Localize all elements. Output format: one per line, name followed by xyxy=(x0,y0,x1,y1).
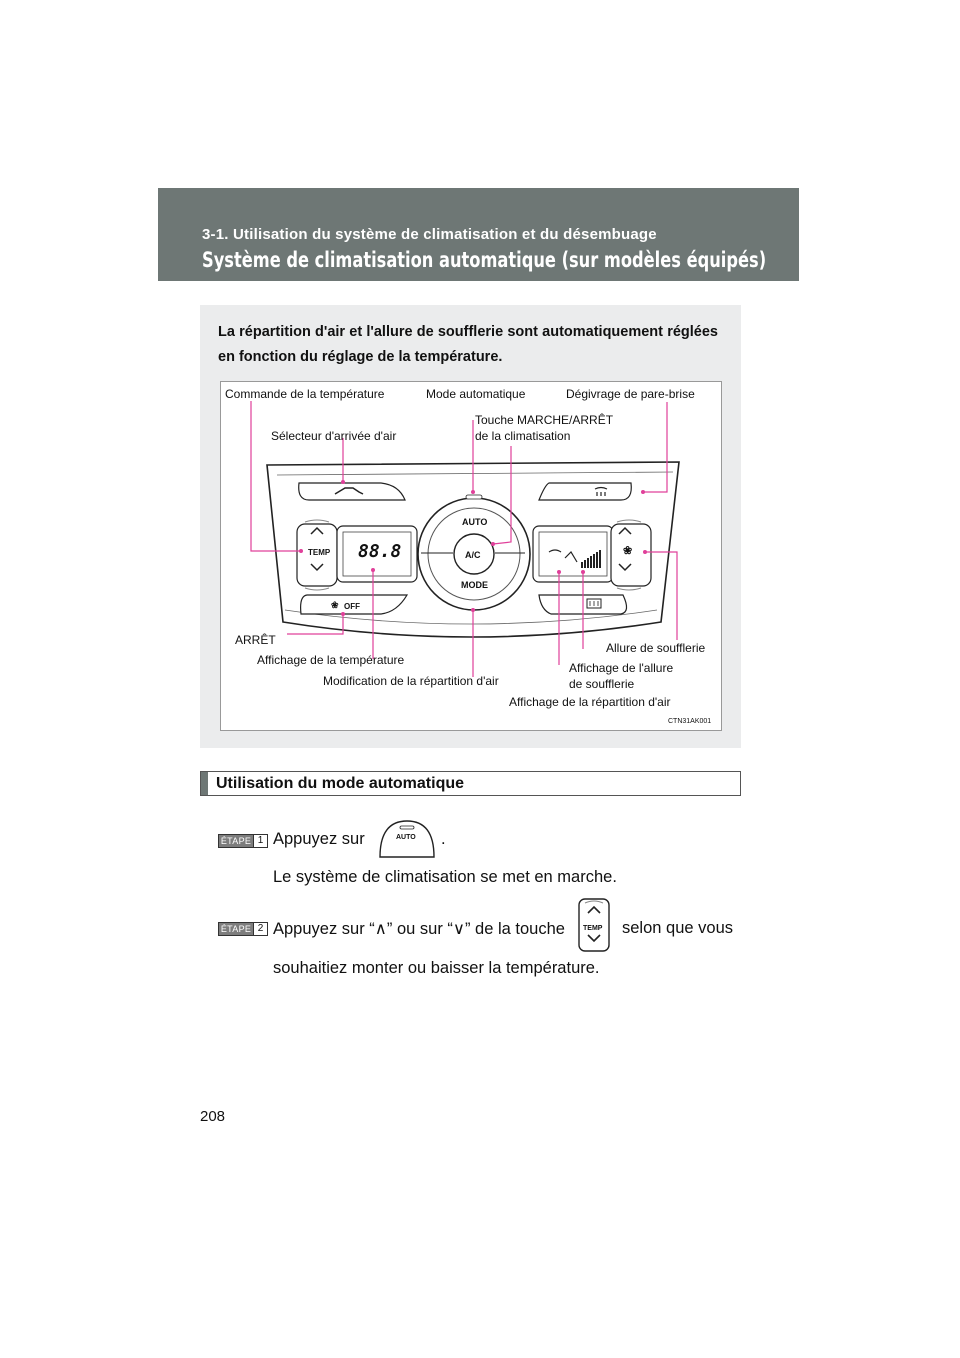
step-2-tail: selon que vous xyxy=(622,919,733,937)
label-air-dist-change: Modification de la répartition d'air xyxy=(323,674,499,688)
label-ac-line2: de la climatisation xyxy=(475,429,571,443)
svg-text:TEMP: TEMP xyxy=(583,925,603,932)
step-1-period: . xyxy=(441,830,446,848)
section-heading: 3-1. Utilisation du système de climatisation et du désembuage xyxy=(202,226,657,243)
section-title-box xyxy=(200,771,741,796)
step-2-badge: ÉTAPE 2 xyxy=(218,922,268,936)
step-1-badge: ÉTAPE 1 xyxy=(218,834,268,848)
page-title: Système de climatisation automatique (sur modèles équipés) xyxy=(202,248,767,272)
svg-text:❀: ❀ xyxy=(623,545,633,557)
intro-text: La répartition d'air et l'allure de soufflerie sont automatiquement réglées en fonction du réglage de la température. xyxy=(218,324,718,365)
control-panel-figure xyxy=(220,381,722,731)
step-2-text: Appuyez sur “∧” ou sur “∨” de la touche xyxy=(273,920,565,938)
panel-off-label: OFF xyxy=(344,602,360,611)
label-off: ARRÊT xyxy=(235,633,276,647)
label-temp-control: Commande de la température xyxy=(225,387,385,401)
panel-temp-digits: 88.8 xyxy=(358,541,402,562)
label-fan-display-1: Affichage de l'allure xyxy=(569,661,674,675)
svg-text:AUTO: AUTO xyxy=(396,834,416,841)
temp-button-icon xyxy=(577,897,611,958)
section-title: Utilisation du mode automatique xyxy=(216,775,465,792)
page-number: 208 xyxy=(200,1108,226,1125)
step-1-text: Appuyez sur xyxy=(273,830,365,848)
label-auto-mode: Mode automatique xyxy=(426,387,526,401)
panel-auto-label: AUTO xyxy=(462,517,488,527)
panel-temp-label: TEMP xyxy=(308,548,331,557)
label-air-inlet: Sélecteur d'arrivée d'air xyxy=(271,429,397,443)
label-ac-line1: Touche MARCHE/ARRÊT xyxy=(475,413,614,427)
panel-mode-label: MODE xyxy=(461,580,488,590)
step-1-note: Le système de climatisation se met en marche. xyxy=(273,868,617,886)
section-title-bar xyxy=(201,772,208,795)
label-temp-display: Affichage de la température xyxy=(257,653,405,667)
svg-text:❀: ❀ xyxy=(331,600,339,610)
chapter-header xyxy=(158,188,799,281)
label-air-dist-display: Affichage de la répartition d'air xyxy=(509,695,671,709)
step-2-note: souhaitiez monter ou baisser la température. xyxy=(273,959,600,977)
label-defrost: Dégivrage de pare-brise xyxy=(566,387,695,401)
auto-button-icon xyxy=(376,817,438,864)
label-fan-display-2: de soufflerie xyxy=(569,677,635,691)
label-fan-speed: Allure de soufflerie xyxy=(606,641,706,655)
panel-ac-label: A/C xyxy=(465,550,481,560)
figure-code: CTN31AK001 xyxy=(668,718,712,725)
